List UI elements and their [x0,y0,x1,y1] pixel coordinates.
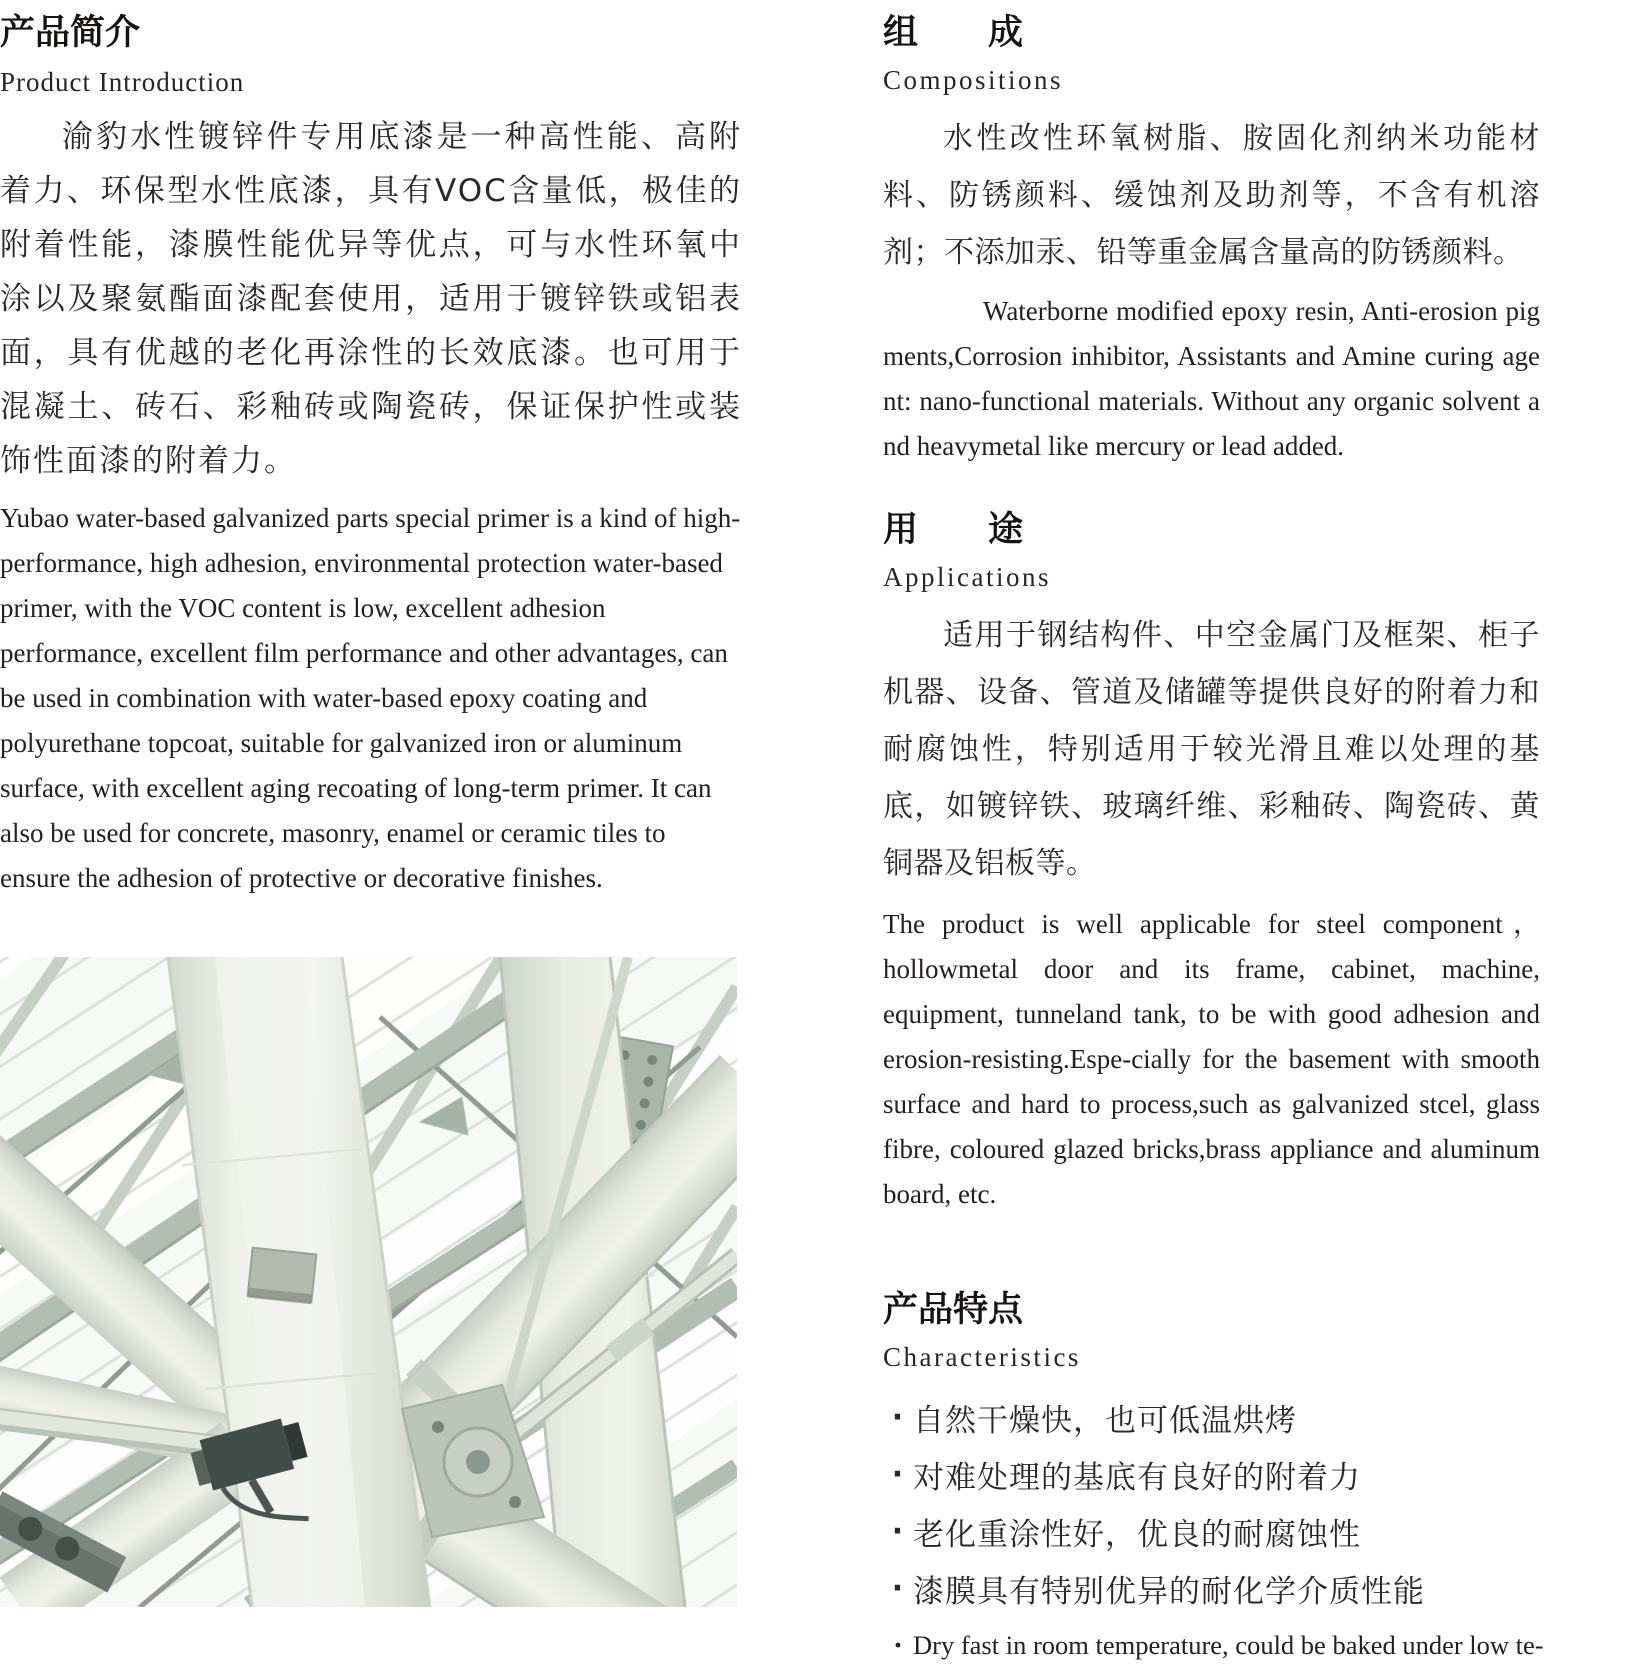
compositions-body-en: Waterborne modified epoxy resin, Anti-erosion pigments,Corrosion inhibitor, Assistants and Amine curing agent: nano-functional materials. Without any organic solvent and heavymetal like mercury or lead added. [883,296,1540,461]
intro-heading-en: Product Introduction [0,67,245,97]
list-item-text: 漆膜具有特别优异的耐化学介质性能 [913,1574,1425,1610]
list-item [883,1560,1540,1617]
bullet-dot-icon: · [891,1514,905,1549]
junction-box [247,1248,316,1304]
section-compositions [883,12,1540,469]
compositions-heading-zh: 组 成 [883,13,1024,53]
right-column [883,0,1544,1674]
list-item [883,1446,1540,1503]
list-item-text: 老化重涂性好，优良的耐腐蚀性 [913,1517,1361,1553]
applications-heading-en: Applications [883,562,1051,592]
bullet-dot-icon: · [891,1400,905,1435]
characteristics-heading-zh: 产品特点 [883,1290,1024,1330]
applications-heading-zh: 用 途 [883,510,1024,550]
intro-heading-zh: 产品简介 [0,13,141,53]
list-item [883,1503,1540,1560]
applications-body-zh: 适用于钢结构件、中空金属门及框架、柜子机器、设备、管道及储罐等提供良好的附着力和耐腐蚀性，特别适用于较光滑且难以处理的基底，如镀锌铁、玻璃纤维、彩釉砖、陶瓷砖、黄铜器及铝板等。 [883,618,1540,881]
list-item [883,1617,1544,1674]
section-characteristics [883,1289,1544,1674]
steel-structure-photo [0,957,737,1607]
list-item-text: 对难处理的基底有良好的附着力 [913,1460,1361,1496]
left-column [0,0,742,901]
characteristics-list [883,1389,1544,1674]
bullet-dot-icon: · [891,1571,905,1606]
section-applications [883,509,1540,1217]
bullet-dot-icon: · [892,1628,903,1662]
list-item-text: 自然干燥快，也可低温烘烤 [913,1403,1297,1439]
list-item-text: Dry fast in room temperature, could be baked under low te- [913,1630,1544,1660]
intro-body-zh: 渝豹水性镀锌件专用底漆是一种高性能、高附着力、环保型水性底漆，具有VOC含量低，极佳的附着性能，漆膜性能优异等优点，可与水性环氧中涂以及聚氨酯面漆配套使用，适用于镀锌铁或铝表面，具有优越的老化再涂性的长效底漆。也可用于混凝土、砖石、彩釉砖或陶瓷砖，保证保护性或装饰性面漆的附着力。 [0,119,742,479]
compositions-heading-en: Compositions [883,65,1064,95]
characteristics-heading-en: Characteristics [883,1342,1081,1372]
applications-body-en: The product is well applicable for steel component，hollowmetal door and its frame, cabinet, machine, equipment, tunneland tank, to be with good adhesion and erosion-resisting.Espe-cially for the basement with smooth surface and hard to process,such as galvanized stcel, glass fibre, coloured glazed bricks,brass appliance and aluminum board, etc. [883,909,1540,1209]
bullet-dot-icon: · [891,1457,905,1492]
list-item [883,1389,1540,1446]
intro-body-en: Yubao water-based galvanized parts special primer is a kind of high-performance, high adhesion, environmental protection water-based primer, with the VOC content is low, excellent adhesion performance, excellent film performance and other advantages, can be used in combination with water-based epoxy coating and polyurethane topcoat, suitable for galvanized iron or aluminum surface, with excellent aging recoating of long-term primer. It can also be used for concrete, masonry, enamel or ceramic tiles to ensure the adhesion of protective or decorative finishes. [0,503,741,893]
compositions-body-zh: 水性改性环氧树脂、胺固化剂纳米功能材料、防锈颜料、缓蚀剂及助剂等，不含有机溶剂；不添加汞、铅等重金属含量高的防锈颜料。 [883,121,1540,270]
